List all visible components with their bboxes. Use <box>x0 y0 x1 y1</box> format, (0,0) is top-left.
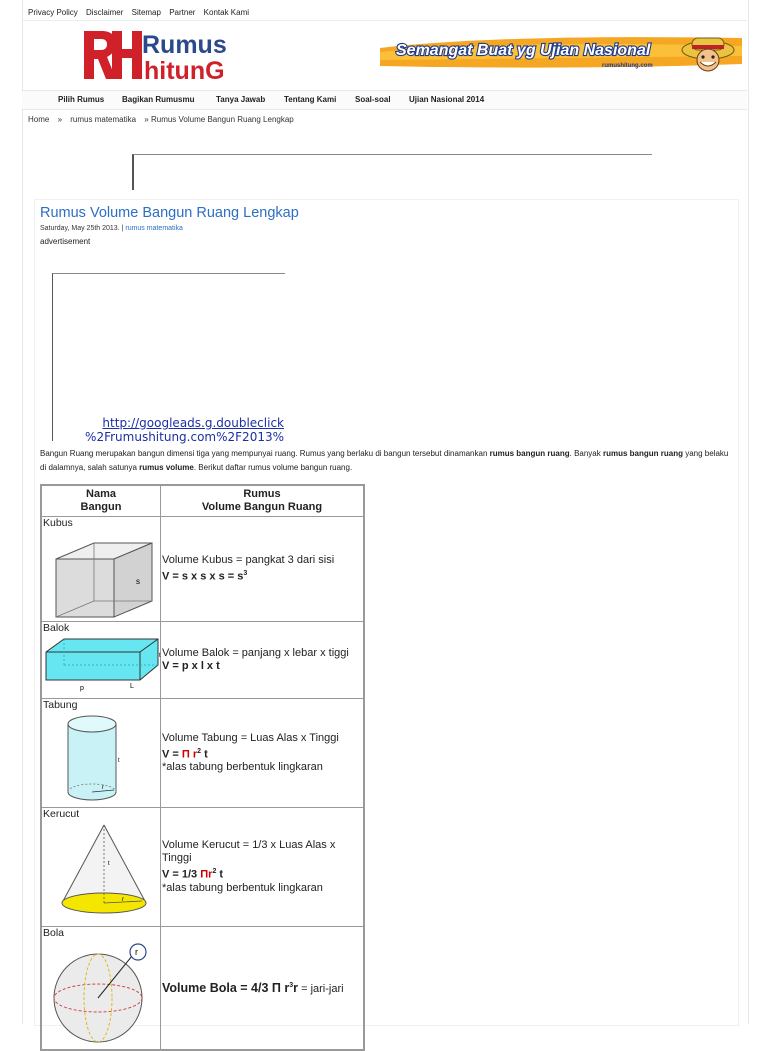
shape-name-tabung: Tabung <box>43 699 78 711</box>
table-row-kerucut <box>41 808 364 927</box>
table-row-tabung <box>41 699 364 808</box>
nav-tanya-jawab[interactable]: Tanya Jawab <box>216 95 266 104</box>
shape-cell-kubus <box>41 517 161 622</box>
cone-label-r: r <box>122 897 124 903</box>
formula-table <box>40 484 365 1051</box>
shape-name-balok: Balok <box>43 622 70 634</box>
logo-text-line1: Rumus <box>142 31 227 59</box>
formula-desc-kubus: Volume Kubus = pangkat 3 dari sisi <box>162 554 335 567</box>
ad-url-line1: http://googleads.g.doubleclick <box>102 416 284 430</box>
breadcrumb-sep: » <box>57 115 63 124</box>
banner-site: rumushitung.com <box>602 63 653 69</box>
top-link-disclaimer[interactable]: Disclaimer <box>86 8 124 17</box>
ad-url-line2: %2Frumushitung.com%2F2013% <box>85 430 284 444</box>
shape-cell-tabung <box>41 699 161 808</box>
formula-kubus: V = s x s x $s = s^3$ <box>162 570 248 583</box>
intro-bold-3: rumus volume <box>139 463 194 472</box>
sphere-diagram <box>42 940 160 1044</box>
banner-text: Semangat Buat yg Ujian Nasional <box>396 42 651 59</box>
top-link-partner[interactable]: Partner <box>169 8 196 17</box>
breadcrumb-current: » Rumus Volume Bangun Ruang Lengkap <box>144 115 294 124</box>
table-row-bola <box>41 927 364 1051</box>
shape-cell-bola <box>41 927 161 1051</box>
logo-text-line2: hitunG <box>144 57 225 85</box>
cone-label-t: t <box>108 861 110 867</box>
nav-tentang-kami[interactable]: Tentang Kami <box>284 95 337 104</box>
breadcrumb-home[interactable]: Home <box>28 115 50 124</box>
post-intro <box>40 447 732 475</box>
header-rumus-volume: Rumus Volume Bangun Ruang <box>161 485 365 517</box>
shape-cell-kerucut <box>41 808 161 927</box>
cuboid-label-l: L <box>130 683 134 690</box>
formula-desc-tabung: Volume Tabung = Luas Alas x Tinggi <box>162 731 339 744</box>
nav-soal-soal[interactable]: Soal-soal <box>355 95 391 104</box>
post-date: Saturday, May 25th 2013. | <box>40 225 124 232</box>
post-title[interactable]: Rumus Volume Bangun Ruang Lengkap <box>40 205 299 221</box>
top-link-sitemap[interactable]: Sitemap <box>131 8 161 17</box>
sphere-label-r: r <box>135 947 138 957</box>
formula-desc-balok: Volume Balok = panjang x lebar x tiggi <box>162 647 349 659</box>
cuboid-label-t: t <box>159 653 161 659</box>
header-nama-bangun: Nama Bangun <box>41 485 161 517</box>
table-header-row <box>41 485 364 517</box>
cylinder-label-r: r <box>102 785 104 791</box>
ad-label: advertisement <box>40 237 91 246</box>
formula-note-kerucut: *alas tabung berbentuk lingkaran <box>162 881 323 894</box>
formula-note-tabung: *alas tabung berbentuk lingkaran <box>162 761 323 774</box>
shape-name-kubus: Kubus <box>43 517 73 529</box>
cylinder-label-t: t <box>118 758 120 764</box>
cylinder-diagram <box>42 712 160 802</box>
cube-label-s: s <box>136 577 140 586</box>
formula-cell-tabung <box>161 699 365 808</box>
table-row-kubus <box>41 517 364 622</box>
main-nav <box>22 90 747 110</box>
shape-cell-balok <box>41 622 161 699</box>
shape-name-kerucut: Kerucut <box>43 808 80 820</box>
formula-bola: Volume Bola = 4/3 Π $r^3r$ = jari-jari <box>162 981 344 996</box>
logo-mark-icon <box>84 31 142 79</box>
nav-ujian-nasional[interactable]: Ujian Nasional 2014 <box>409 95 485 104</box>
table-row-balok <box>41 622 364 699</box>
intro-text-1: Bangun Ruang merupakan bangun dimensi tiga yang mempunyai ruang. Rumus yang berlaku di bangun tersebut dinamankan <box>40 449 490 458</box>
site-logo[interactable] <box>82 27 250 83</box>
post-category-link[interactable]: rumus matematika <box>125 225 183 232</box>
intro-text-3: yang belaku di dalamnya, salah satunya <box>40 449 729 472</box>
top-link-kontak[interactable]: Kontak Kami <box>203 8 250 17</box>
ad-frame-top[interactable] <box>132 154 652 190</box>
formula-balok: V = p x l x t <box>162 660 220 672</box>
top-links <box>28 8 255 17</box>
breadcrumb <box>28 115 300 124</box>
formula-kerucut: V = 1/3 $\Pi r^2$ t <box>162 868 224 881</box>
formula-desc-kerucut: Volume Kerucut = 1/3 x Luas Alas x Tinggi <box>162 839 336 865</box>
cube-diagram <box>42 530 160 616</box>
top-link-privacy[interactable]: Privacy Policy <box>28 8 78 17</box>
cuboid-label-p: p <box>80 685 84 692</box>
intro-text-4: . Berikut daftar rumus volume bangun ruang. <box>193 463 353 472</box>
nav-bagikan-rumusmu[interactable]: Bagikan Rumusmu <box>122 95 195 104</box>
formula-cell-bola <box>161 927 365 1051</box>
intro-bold-1: rumus bangun ruang <box>489 449 570 458</box>
intro-bold-2: rumus bangun ruang <box>602 449 683 458</box>
top-divider <box>22 20 747 21</box>
header-banner[interactable] <box>380 26 742 74</box>
formula-tabung: V = Π $r^2$ t <box>162 747 208 761</box>
post-meta <box>40 225 183 232</box>
cuboid-diagram <box>42 635 160 693</box>
formula-cell-balok <box>161 622 365 699</box>
ad-url[interactable] <box>52 416 284 444</box>
formula-cell-kubus <box>161 517 365 622</box>
shape-name-bola: Bola <box>43 927 65 939</box>
cone-diagram <box>42 821 160 921</box>
nav-pilih-rumus[interactable]: Pilih Rumus <box>58 95 105 104</box>
intro-text-2: . Banyak <box>569 449 603 458</box>
formula-cell-kerucut <box>161 808 365 927</box>
breadcrumb-category[interactable]: rumus matematika <box>70 115 137 124</box>
